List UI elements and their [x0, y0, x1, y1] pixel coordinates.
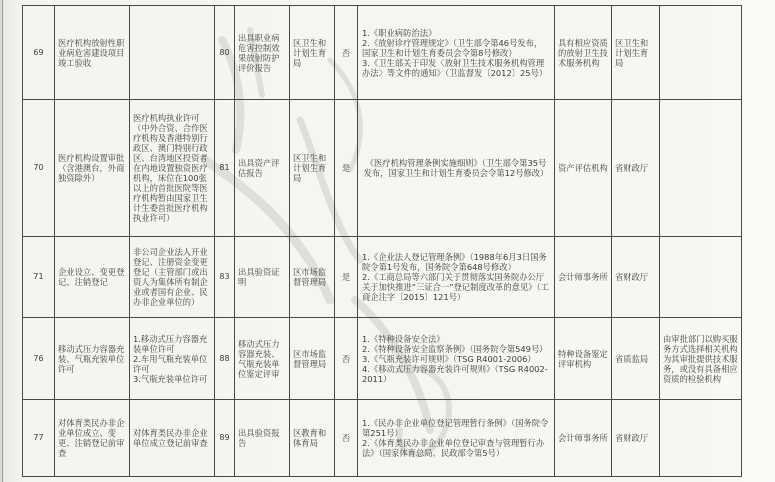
- basis: [358, 318, 555, 400]
- basis-line: 1.《职业病防治法》: [362, 27, 437, 38]
- basis-line: 《医疗机构管理条例实施细则》（卫生部令第35号发布，国家卫生和计划生育委员会令第12号修改）: [363, 158, 549, 178]
- basis: [358, 5, 555, 100]
- basis-line: 2.《工商总局等六部门关于贯彻落实国务院办公厅关于加快推进“三证合一”登记制度改革的意见》（工商企注字〔2015〕121号）: [362, 272, 549, 302]
- table-row: [22, 318, 742, 400]
- service-name: 出具验资报告: [235, 400, 290, 477]
- service-name: 出具资产评估报告: [235, 100, 290, 237]
- authority: 省财政厅: [612, 237, 660, 318]
- department: 区卫生和计划生育局: [290, 100, 335, 237]
- remark: [660, 237, 742, 318]
- authority: 省财政厅: [612, 400, 660, 477]
- remark: [660, 100, 742, 237]
- sub-item-line: 3.气瓶充装单位许可: [133, 373, 208, 384]
- scan-edge: [2, 0, 3, 482]
- service-number: 83: [215, 237, 235, 318]
- service-number: 89: [215, 400, 235, 477]
- sub-item: [130, 100, 215, 237]
- agency: 会计师事务所: [555, 237, 612, 318]
- table-row: [22, 237, 742, 318]
- table-row: [22, 100, 742, 237]
- department: 区市场监督管理局: [290, 237, 335, 318]
- flag: 是: [335, 237, 358, 318]
- sub-item: [130, 400, 215, 477]
- authority: 省财政厅: [612, 100, 660, 237]
- department: 区教育和体育局: [290, 400, 335, 477]
- service-name: 移动式压力容器充装、气瓶充装单位鉴定评审: [235, 318, 290, 400]
- sub-item: [130, 318, 215, 400]
- authority: 区卫生和计划生育局: [612, 5, 660, 100]
- row-number: 77: [22, 400, 55, 477]
- agency: 会计师事务所: [555, 400, 612, 477]
- agency: 资产评估机构: [555, 100, 612, 237]
- basis: [358, 400, 555, 477]
- table-row: [22, 5, 742, 100]
- remark: [660, 5, 742, 100]
- row-number: 70: [22, 100, 55, 237]
- sub-item-line: 1.移动式压力容器充装单位许可: [133, 333, 208, 354]
- basis-line: 2.《特种设备安全监察条例》（国务院令第549号）: [362, 343, 548, 354]
- authority: 省质监局: [612, 318, 660, 400]
- sub-item-line: 对体育类民办非企业单位成立登记前审查: [133, 428, 208, 448]
- remark: 由审批部门以购买服务方式选择相关机构为其审批提供技术服务，或没有具备相应资质的检验机构: [660, 318, 742, 400]
- item-name: 医疗机构放射性职业病危害建设项目竣工验收: [55, 5, 130, 100]
- service-name: 出具职业病危害控制效果放射防护评价报告: [235, 5, 290, 100]
- service-name: 出具验资证明: [235, 237, 290, 318]
- basis: [358, 100, 555, 237]
- department: 区卫生和计划生育局: [290, 5, 335, 100]
- basis-line: 3.《卫生部关于印发〈放射卫生技术服务机构管理办法〉等文件的通知》（卫监督发〔2012〕25号）: [362, 57, 548, 78]
- row-number: 76: [22, 318, 55, 400]
- sub-item: [130, 5, 215, 100]
- row-number: 69: [22, 5, 55, 100]
- basis-line: 2.《体育类民办非企业单位登记审查与管理暂行办法》（国家体育总局、民政部令第5号）: [362, 438, 545, 458]
- item-name: 企业设立、变更登记、注销登记: [55, 237, 130, 318]
- basis-line: 1.《民办非企业单位登记管理暂行条例》（国务院令第251号）: [362, 418, 549, 438]
- flag: 否: [335, 318, 358, 400]
- basis-line: 3.《气瓶充装许可规则》（TSG R4001-2006）: [362, 353, 536, 364]
- basis-line: 2.《放射诊疗管理规定》（卫生部令第46号发布，国家卫生和计划生育委员会令第8号修改）: [362, 37, 543, 58]
- sub-item-line: 医疗机构执业许可（中外合资、合作医疗机构及香港特别行政区、澳门特别行政区、台湾地区投资者在内地设置独资医疗机构，床位在100张以上的首批医院等医疗机构暂由国家卫生计生委首批医疗机构执业许可）: [133, 113, 208, 223]
- basis-line: 1.《特种设备安全法》: [362, 333, 445, 344]
- sub-item-line: 非公司企业法人开业登记、注册资金变更登记（主管部门或出资人为集体所有制企业或者国有企业、民办非企业单位的）: [133, 247, 208, 307]
- item-name: 移动式压力容器充装、气瓶充装单位许可: [55, 318, 130, 400]
- service-number: 88: [215, 318, 235, 400]
- agency: 具有相应资质的放射卫生技术服务机构: [555, 5, 612, 100]
- sub-item-line: 2.车用气瓶充装单位许可: [133, 353, 208, 374]
- row-number: 71: [22, 237, 55, 318]
- department: 区市场监督管理局: [290, 318, 335, 400]
- flag: 否: [335, 400, 358, 477]
- flag: 是: [335, 100, 358, 237]
- agency: 特种设备鉴定评审机构: [555, 318, 612, 400]
- flag: 否: [335, 5, 358, 100]
- service-number: 80: [215, 5, 235, 100]
- item-name: 医疗机构设置审批（含港澳台，外商独资除外）: [55, 100, 130, 237]
- service-table: [22, 5, 742, 477]
- basis: [358, 237, 555, 318]
- remark: [660, 400, 742, 477]
- basis-line: 4.《移动式压力容器充装许可规则》（TSG R4002-2011）: [362, 363, 548, 384]
- sub-item: [130, 237, 215, 318]
- basis-line: 1.《企业法人登记管理条例》（1988年6月3日国务院令第1号发布，国务院令第648号修改）: [362, 252, 547, 272]
- service-number: 81: [215, 100, 235, 237]
- table-row: [22, 400, 742, 477]
- item-name: 对体育类民办非企业单位成立、变更、注销登记前审查: [55, 400, 130, 477]
